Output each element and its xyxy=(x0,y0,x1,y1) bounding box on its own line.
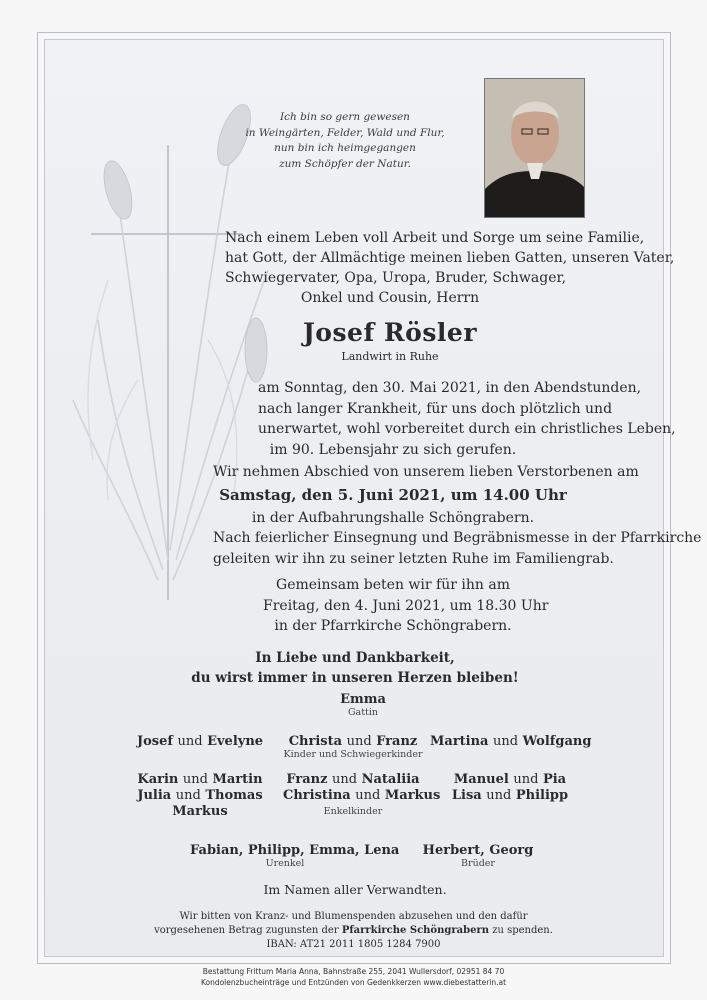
person-name: Franz xyxy=(286,772,328,787)
death-notice-line: unerwartet, wohl vorbereitet durch ein christliches Leben, xyxy=(258,421,676,437)
and-word: und xyxy=(177,734,203,749)
person-name: Pia xyxy=(542,772,567,787)
child-couple xyxy=(430,734,590,749)
person-name: Wolfgang xyxy=(522,734,592,749)
farewell-intro: Wir nehmen Abschied von unserem lieben Verstorbenen am xyxy=(213,464,639,480)
child-couple xyxy=(283,734,423,760)
person-name: Markus xyxy=(384,788,441,803)
grandchildren-right xyxy=(440,772,580,804)
farewell-section xyxy=(213,462,702,569)
relatives-line: Im Namen aller Verwandten. xyxy=(263,882,447,897)
poem xyxy=(240,110,450,172)
death-notice-line: nach langer Krankheit, für uns doch plötzlich und xyxy=(258,400,613,417)
person-name: Julia xyxy=(137,788,172,803)
death-notice-line: im 90. Lebensjahr zu sich gerufen. xyxy=(269,441,517,458)
grandchildren-left xyxy=(135,772,265,820)
prayer-line: in der Pfarrkirche Schöngrabern. xyxy=(274,618,512,634)
closing-line: du wirst immer in unseren Herzen bleiben! xyxy=(191,670,519,686)
great-grandchildren-relation: Urenkel xyxy=(265,858,305,869)
person-name: Josef xyxy=(136,734,173,749)
donation-line: vorgesehenen Betrag zugunsten der xyxy=(154,925,339,936)
prayer-section xyxy=(263,575,549,637)
prayer-line: Gemeinsam beten wir für ihn am xyxy=(276,577,510,593)
person-name: Evelyne xyxy=(207,734,264,749)
great-grandchildren xyxy=(190,843,400,869)
poem-line: Ich bin so gern gewesen xyxy=(280,111,410,123)
and-word: und xyxy=(513,772,539,787)
child-couple xyxy=(135,734,265,749)
donation-line: Wir bitten von Kranz- und Blumenspenden abzusehen und den dafür xyxy=(179,911,528,922)
and-word: und xyxy=(355,788,381,803)
intro-line: Schwiegervater, Opa, Uropa, Bruder, Schwager, xyxy=(225,270,567,286)
widow-name: Emma xyxy=(340,692,386,707)
intro-line: hat Gott, der Allmächtige meinen lieben Gatten, unseren Vater, xyxy=(225,250,675,266)
deceased-name: Josef Rösler xyxy=(302,318,478,347)
and-word: und xyxy=(486,788,512,803)
and-word: und xyxy=(346,734,372,749)
person-name: Martin xyxy=(212,772,263,787)
closing-words xyxy=(60,648,650,688)
person-name: Nataliia xyxy=(361,772,420,787)
widow xyxy=(313,692,413,718)
children-relation: Kinder und Schwiegerkinder xyxy=(283,749,423,760)
portrait-icon xyxy=(485,79,585,218)
and-word: und xyxy=(182,772,208,787)
farewell-line: Nach feierlicher Einsegnung und Begräbnismesse in der Pfarrkirche xyxy=(213,530,702,546)
portrait-photo xyxy=(484,78,585,218)
person-name: Markus xyxy=(172,804,228,819)
person-name: Martina xyxy=(430,734,489,749)
poem-line: nun bin ich heimgegangen xyxy=(274,142,416,154)
death-notice-line: am Sonntag, den 30. Mai 2021, in den Abendstunden, xyxy=(258,380,642,396)
brothers-relation: Brüder xyxy=(461,858,495,869)
poem-line: in Weingärten, Felder, Wald und Flur, xyxy=(245,126,445,139)
brothers-names: Herbert, Georg xyxy=(422,843,534,858)
person-name: Franz xyxy=(376,734,418,749)
iban: IBAN: AT21 2011 1805 1284 7900 xyxy=(266,939,441,950)
donation-recipient: Pfarrkirche Schöngrabern xyxy=(341,925,490,936)
intro-paragraph xyxy=(225,228,675,308)
donation-line: zu spenden. xyxy=(492,925,553,936)
person-name: Thomas xyxy=(205,788,263,803)
person-name: Christa xyxy=(288,734,343,749)
death-notice xyxy=(258,378,676,460)
funeral-date: Samstag, den 5. Juni 2021, um 14.00 Uhr xyxy=(219,485,567,504)
condolence-info: Kondolenzbucheinträge und Entzünden von Gedenkkerzen www.diebestatterin.at xyxy=(200,978,507,987)
farewell-line: geleiten wir ihn zu seiner letzten Ruhe im Familiengrab. xyxy=(213,550,614,567)
closing-line: In Liebe und Dankbarkeit, xyxy=(255,650,455,666)
brothers xyxy=(418,843,538,869)
deceased-occupation: Landwirt in Ruhe xyxy=(341,350,439,363)
person-name: Christina xyxy=(283,788,351,803)
person-name: Philipp xyxy=(515,788,569,803)
prayer-line: Freitag, den 4. Juni 2021, um 18.30 Uhr xyxy=(263,597,549,614)
grandchildren-relation: Enkelkinder xyxy=(323,806,383,817)
great-grandchildren-names: Fabian, Philipp, Emma, Lena xyxy=(190,843,400,858)
person-name: Karin xyxy=(137,772,179,787)
poem-line: zum Schöpfer der Natur. xyxy=(279,157,411,170)
and-word: und xyxy=(493,734,519,749)
and-word: und xyxy=(175,788,201,803)
grandchildren-middle xyxy=(283,772,441,820)
footer xyxy=(150,966,557,988)
donation-request xyxy=(150,910,557,952)
farewell-line: in der Aufbahrungshalle Schöngrabern. xyxy=(251,509,535,526)
widow-relation: Gattin xyxy=(347,707,379,718)
person-name: Lisa xyxy=(451,788,482,803)
intro-line: Onkel und Cousin, Herrn xyxy=(300,290,480,306)
and-word: und xyxy=(332,772,358,787)
intro-line: Nach einem Leben voll Arbeit und Sorge um seine Familie, xyxy=(225,230,645,246)
funeral-home-info: Bestattung Frittum Maria Anna, Bahnstraße 255, 2041 Wullersdorf, 02951 84 70 xyxy=(202,967,505,976)
person-name: Manuel xyxy=(453,772,509,787)
